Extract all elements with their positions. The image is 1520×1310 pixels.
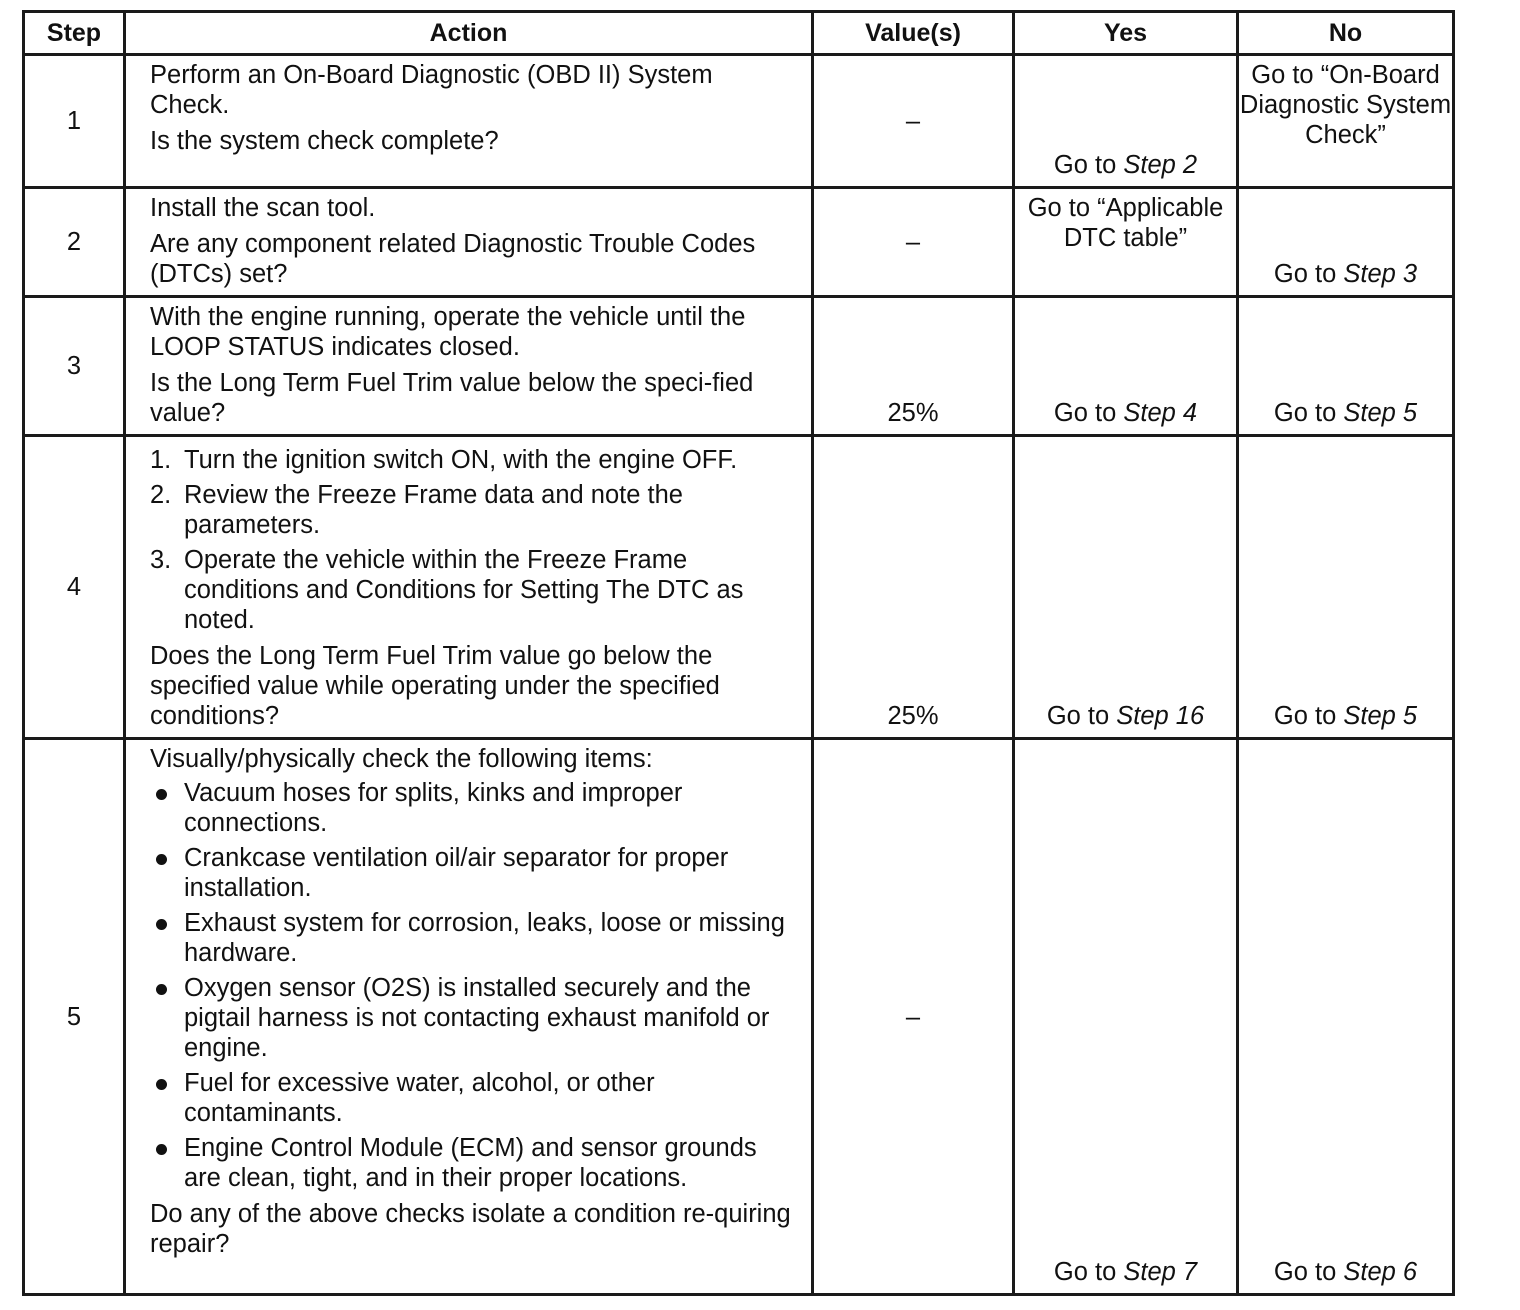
- table-row: [24, 436, 1454, 739]
- action-intro: Visually/physically check the following items:: [150, 745, 653, 773]
- numbered-list: [150, 445, 797, 635]
- step-number: 2: [24, 188, 125, 297]
- list-item: Exhaust system for corrosion, leaks, loose or missing hardware.: [150, 908, 797, 968]
- list-item: Fuel for excessive water, alcohol, or other contaminants.: [150, 1068, 797, 1128]
- action-text: With the engine running, operate the vehicle until the LOOP STATUS indicates closed.: [150, 303, 746, 361]
- header-yes: Yes: [1014, 12, 1238, 55]
- list-item: 2. Review the Freeze Frame data and note the parameters.: [150, 481, 683, 539]
- step-number: 1: [24, 55, 125, 188]
- action-question: Does the Long Term Fuel Trim value go below the specified value while operating under the specified conditions?: [150, 642, 720, 730]
- header-no: No: [1238, 12, 1454, 55]
- no-prefix: Go to: [1273, 702, 1344, 730]
- no-prefix: Go to: [1273, 1258, 1344, 1286]
- action-question: Do any of the above checks isolate a condition re-quiring repair?: [150, 1200, 791, 1258]
- diagnostic-table: [22, 10, 1455, 1296]
- no-cell: Go to “On-Board Diagnostic System Check”: [1238, 55, 1454, 188]
- no-cell: [1238, 297, 1454, 436]
- list-item: Crankcase ventilation oil/air separator for proper installation.: [150, 843, 797, 903]
- yes-prefix: Go to: [1046, 702, 1117, 730]
- header-values: Value(s): [813, 12, 1014, 55]
- yes-step-ref: Step 7: [1123, 1258, 1198, 1286]
- value-cell: –: [813, 739, 1014, 1295]
- table-row: [24, 297, 1454, 436]
- action-question: Is the system check complete?: [150, 127, 499, 155]
- diagnostic-table-page: [22, 10, 1452, 1296]
- no-step-ref: Step 5: [1343, 399, 1418, 427]
- list-item: Oxygen sensor (O2S) is installed securely and the pigtail harness is not contacting exhaust manifold or engine.: [150, 973, 797, 1063]
- step-number: 4: [24, 436, 125, 739]
- no-prefix: Go to: [1273, 399, 1344, 427]
- table-row: [24, 55, 1454, 188]
- yes-cell: [1014, 739, 1238, 1295]
- yes-prefix: Go to: [1053, 151, 1124, 179]
- yes-cell: Go to “Applicable DTC table”: [1014, 188, 1238, 297]
- table-row: [24, 739, 1454, 1295]
- yes-prefix: Go to: [1053, 1258, 1124, 1286]
- action-cell: [125, 297, 813, 436]
- no-cell: [1238, 436, 1454, 739]
- yes-prefix: Go to: [1053, 399, 1124, 427]
- action-cell: [125, 55, 813, 188]
- list-item: Engine Control Module (ECM) and sensor grounds are clean, tight, and in their proper locations.: [150, 1133, 797, 1193]
- bullet-list: [150, 778, 797, 1193]
- action-question: Is the Long Term Fuel Trim value below the speci-fied value?: [150, 369, 754, 427]
- step-number: 3: [24, 297, 125, 436]
- header-step: Step: [24, 12, 125, 55]
- no-prefix: Go to: [1273, 260, 1344, 288]
- action-question: Are any component related Diagnostic Trouble Codes (DTCs) set?: [150, 230, 756, 288]
- yes-step-ref: Step 16: [1116, 702, 1205, 730]
- yes-cell: [1014, 436, 1238, 739]
- step-number: 5: [24, 739, 125, 1295]
- yes-cell: [1014, 55, 1238, 188]
- action-text: Perform an On-Board Diagnostic (OBD II) System Check.: [150, 61, 713, 119]
- value-cell: –: [813, 55, 1014, 188]
- no-cell: [1238, 188, 1454, 297]
- header-action: Action: [125, 12, 813, 55]
- value-cell: 25%: [813, 436, 1014, 739]
- list-item: Vacuum hoses for splits, kinks and improper connections.: [150, 778, 797, 838]
- yes-cell: [1014, 297, 1238, 436]
- no-cell: [1238, 739, 1454, 1295]
- header-row: [24, 12, 1454, 55]
- action-cell: [125, 188, 813, 297]
- no-step-ref: Step 3: [1343, 260, 1418, 288]
- action-cell: [125, 436, 813, 739]
- action-text: Install the scan tool.: [150, 194, 376, 222]
- no-step-ref: Step 6: [1343, 1258, 1418, 1286]
- list-item: 1. Turn the ignition switch ON, with the engine OFF.: [150, 446, 738, 474]
- list-item: 3. Operate the vehicle within the Freeze Frame conditions and Conditions for Setting The DTC as noted.: [150, 546, 744, 634]
- yes-step-ref: Step 2: [1123, 151, 1198, 179]
- value-cell: 25%: [813, 297, 1014, 436]
- value-cell: –: [813, 188, 1014, 297]
- yes-step-ref: Step 4: [1123, 399, 1198, 427]
- no-step-ref: Step 5: [1343, 702, 1418, 730]
- table-row: [24, 188, 1454, 297]
- action-cell: [125, 739, 813, 1295]
